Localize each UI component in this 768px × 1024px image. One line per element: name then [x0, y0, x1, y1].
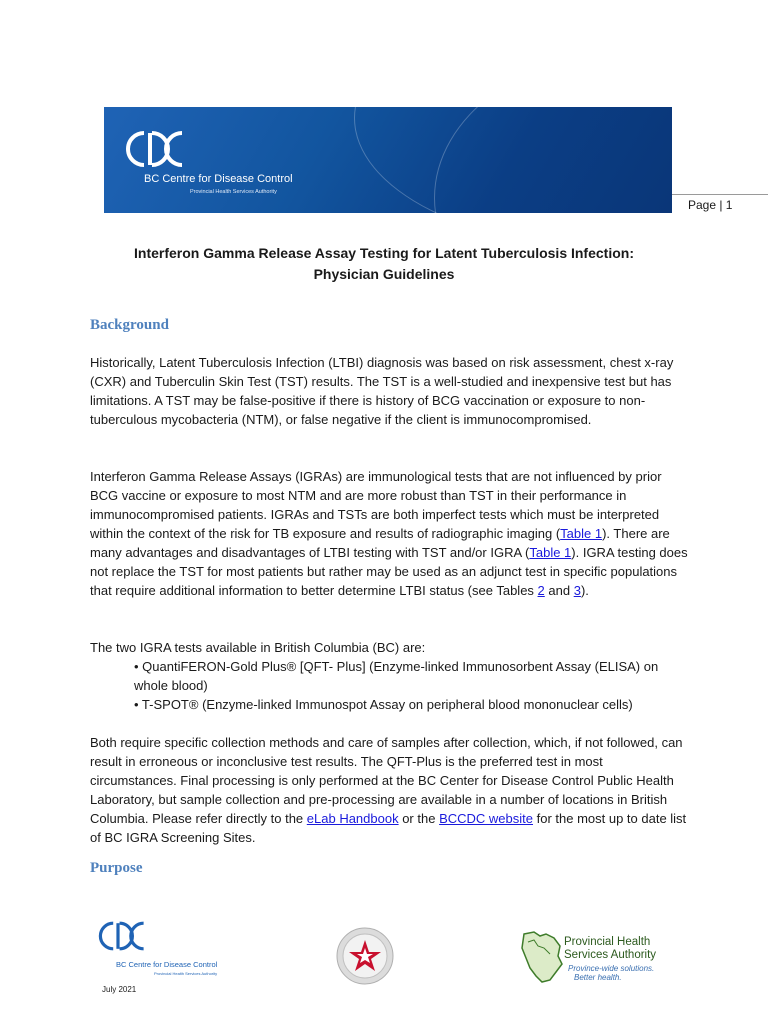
para2-text: and	[544, 583, 574, 598]
para2-text: Interferon Gamma Release Assays (IGRAs) are immunological tests that are not influenced by prior BCG vaccine or exposure to most NTM and are more robust than TST in their performance in immunocompromised patients. IGRAs and TSTs are both imperfect tests which must be interpreted within the context of the risk for TB exposure and results of radiographic imaging (	[90, 469, 662, 541]
para2-text: ).	[580, 583, 589, 598]
bccdc-logo-icon	[94, 920, 150, 952]
table-3-link[interactable]: 3	[573, 583, 581, 598]
phsa-name-line-1: Provincial Health	[564, 936, 651, 948]
purpose-heading: Purpose	[90, 860, 143, 876]
footer-bccdc-logo	[94, 920, 254, 982]
phsa-name-line-2: Services Authority	[564, 949, 657, 961]
title-line-2: Physician Guidelines	[313, 266, 455, 282]
para4-text: or the	[398, 811, 440, 826]
bc-crest-emblem-icon	[335, 926, 395, 986]
phsa-tagline	[568, 964, 654, 982]
para2-text: ). There are many advantages and disadvantages of LTBI testing with TST and/or IGRA (	[90, 526, 670, 560]
para4-text: Both require specific collection methods and care of samples after collection, which, if not followed, can result in erroneous or inconclusive test results. The QFT-Plus is the preferred test in most circumstances. Final processing is only performed at the BC Center for Disease Control Public Health Laboratory, but sample collection and pre-processing are available in a number of locations in British Columbia. Please refer directly to the	[90, 735, 683, 826]
header-banner	[104, 107, 672, 213]
banner-org-name: BC Centre for Disease Control	[144, 173, 293, 185]
table-2-link[interactable]: 2	[537, 583, 545, 598]
phsa-tagline-line-2: Better health.	[574, 973, 622, 982]
background-paragraph-2	[90, 467, 690, 600]
footer-date: July 2021	[102, 985, 137, 994]
phsa-tagline-line-1: Province-wide solutions.	[568, 964, 655, 973]
bccdc-logo-icon	[118, 127, 188, 171]
table-1-link[interactable]: Table 1	[529, 545, 572, 560]
banner-swoosh	[434, 107, 672, 213]
elab-handbook-link[interactable]: eLab Handbook	[306, 811, 399, 826]
footer-phsa-logo	[520, 928, 680, 988]
table-1-link[interactable]: Table 1	[560, 526, 603, 541]
footer-bccdc-subtext: Provincial Health Services Authority	[154, 971, 218, 976]
bccdc-website-link[interactable]: BCCDC website	[439, 811, 533, 826]
phsa-name	[564, 936, 656, 962]
title-line-1: Interferon Gamma Release Assay Testing for Latent Tuberculosis Infection:	[134, 245, 634, 261]
para4-text: for the most up to date list of BC IGRA Screening Sites.	[90, 811, 687, 845]
footer-bccdc-name: BC Centre for Disease Control	[116, 960, 218, 969]
bullet-item-quantiferon: • QuantiFERON-Gold Plus® [QFT- Plus] (Enzyme-linked Immunosorbent Assay (ELISA) on whole blood)	[134, 659, 659, 693]
bullet-item-tspot: • T-SPOT® (Enzyme-linked Immunospot Assay on peripheral blood mononuclear cells)	[134, 697, 633, 712]
background-paragraph-1: Historically, Latent Tuberculosis Infection (LTBI) diagnosis was based on risk assessment, chest x-ray (CXR) and Tuberculin Skin Test (TST) results. The TST is a well-studied and inexpensive test but has limitations. A TST may be false-positive if there is history of BCG vaccination or exposure to non-tuberculous mycobacteria (NTM), or false negative if the client is immunocompromised.	[90, 355, 674, 427]
page-number: Page | 1	[672, 194, 768, 212]
background-paragraph-4	[90, 733, 690, 847]
bc-province-map-icon	[520, 928, 564, 984]
background-heading: Background	[90, 317, 169, 333]
banner-org-subtext: Provincial Health Services Authority	[190, 189, 277, 195]
para2-text: ). IGRA testing does not replace the TST for most patients but rather may be used as an adjunct test in specific populations that require additional information to better determine LTBI status (see Tables	[90, 545, 688, 598]
background-paragraph-3: The two IGRA tests available in British Columbia (BC) are:	[90, 640, 426, 655]
document-title	[100, 243, 668, 285]
